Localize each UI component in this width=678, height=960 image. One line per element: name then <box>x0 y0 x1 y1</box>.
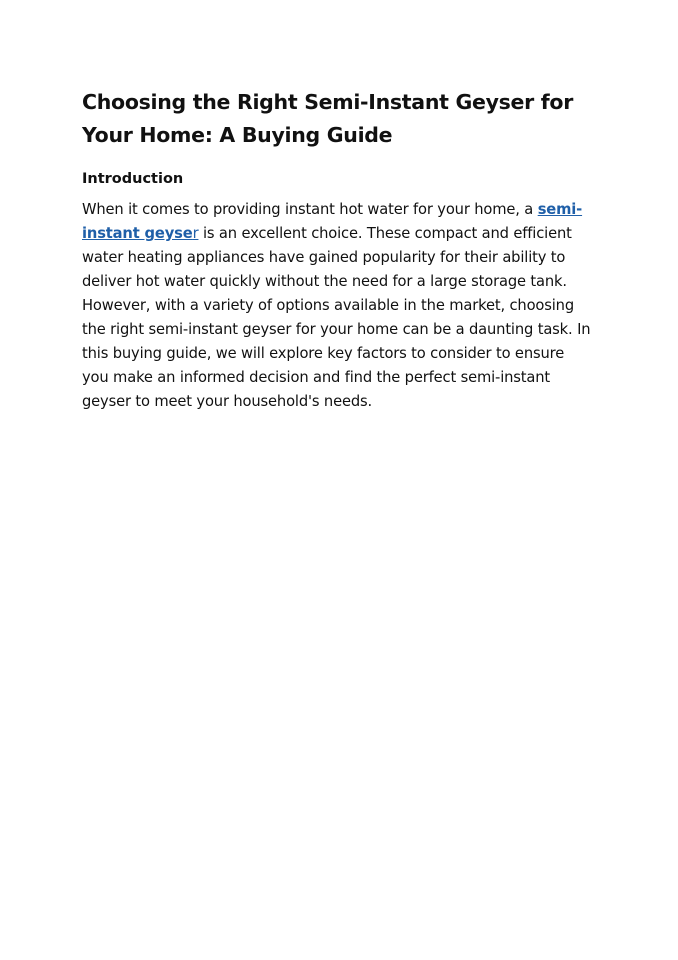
section-heading-introduction: Introduction <box>82 171 184 187</box>
intro-paragraph <box>82 198 592 294</box>
buying-guide-paragraph: However, with a variety of options available in the market, choosing the right semi-instant geyser for your home can be a daunting task. In this buying guide, we will explore key factors to consider to ensure you make an informed decision and find the perfect semi-instant geyser to meet your household's needs. <box>82 297 591 410</box>
semi-instant-geyser-link-part3[interactable]: r <box>192 225 199 242</box>
paragraph-text-after-link: is an excellent choice. These compact and efficient water heating appliances have gained popularity for their ability to deliver hot water quickly without the need for a large storage tank. <box>82 225 572 290</box>
paragraph-text-before-link: When it comes to providing instant hot water for your home, a <box>82 201 538 218</box>
semi-instant-geyser-link-part1[interactable]: semi- <box>537 201 583 218</box>
semi-instant-geyser-link-part2[interactable]: instant geyse <box>82 225 193 242</box>
document-title: Choosing the Right Semi-Instant Geyser for Your Home: A Buying Guide <box>82 90 574 147</box>
document-page <box>82 86 592 414</box>
